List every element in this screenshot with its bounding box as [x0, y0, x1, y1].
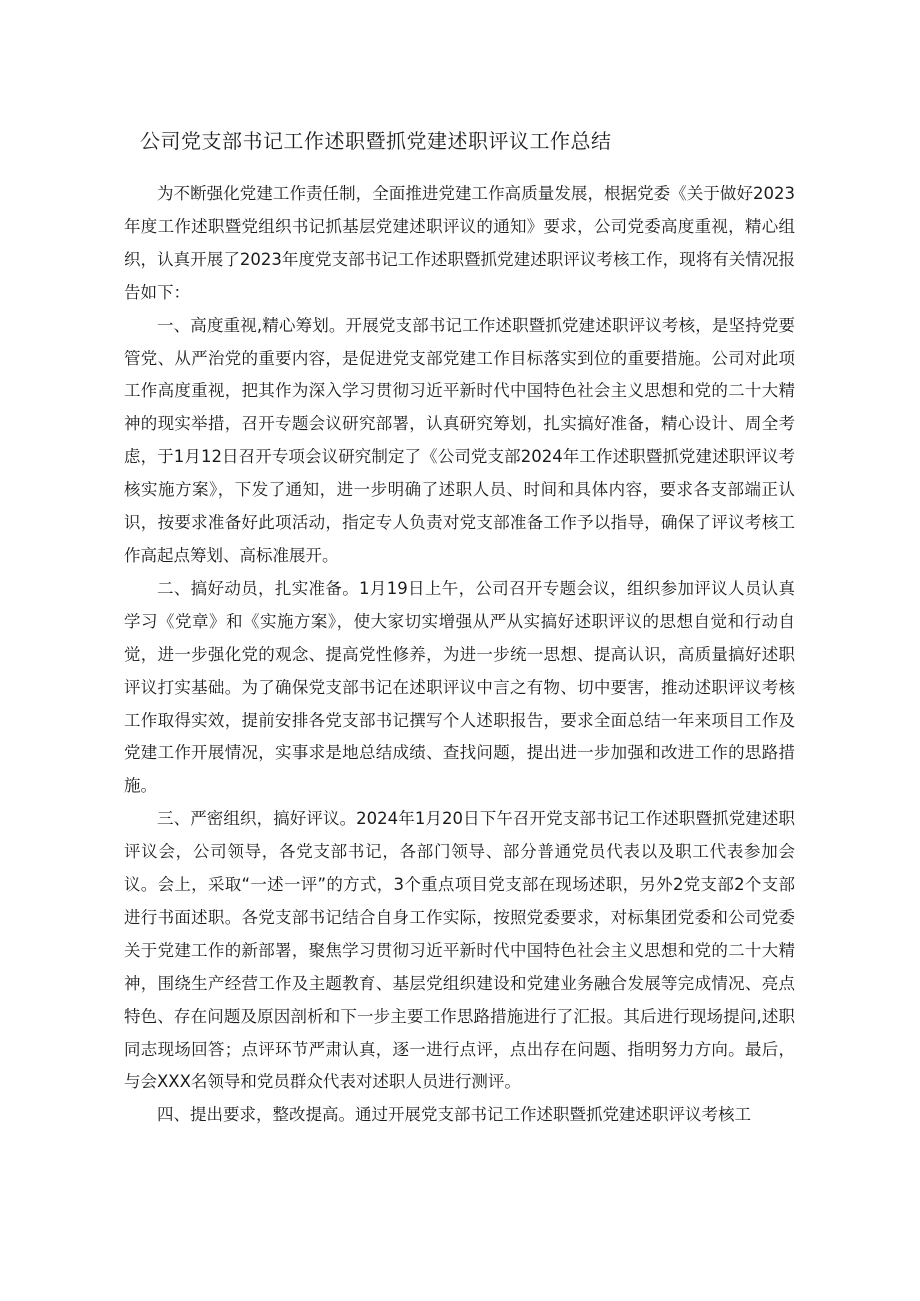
paragraph-intro: 为不断强化党建工作责任制，全面推进党建工作高质量发展，根据党委《关于做好2023年度工作述职暨党组织书记抓基层党建述职评议的通知》要求，公司党委高度重视，精心组织，认真开展了2023年度党支部书记工作述职暨抓党建述职评议考核工作，现将有关情况报告如下：	[124, 184, 795, 302]
document-title: 公司党支部书记工作述职暨抓党建述职评议工作总结	[140, 129, 612, 153]
paragraph-section-3: 三、严密组织，搞好评议。2024年1月20日下午召开党支部书记工作述职暨抓党建述职评议会，公司领导，各党支部书记，各部门领导、部分普通党员代表以及职工代表参加会议。会上，采取“一述一评”的方式，3个重点项目党支部在现场述职，另外2党支部2个支部进行书面述职。各党支部书记结合自身工作实际，按照党委要求，对标集团党委和公司党委关于党建工作的新部署，聚焦学习贯彻习近平新时代中国特色社会主义思想和党的二十大精神，围绕生产经营工作及主题教育、基层党组织建设和党建业务融合发展等完成情况、亮点特色、存在问题及原因剖析和下一步主要工作思路措施进行了汇报。其后进行现场提问,述职同志现场回答；点评环节严肃认真，逐一进行点评，点出存在问题、指明努力方向。最后，与会XXX名领导和党员群众代表对述职人员进行测评。	[124, 809, 795, 1092]
paragraph-section-1: 一、高度重视,精心筹划。开展党支部书记工作述职暨抓党建述职评议考核，是坚持党要管党、从严治党的重要内容，是促进党支部党建工作目标落实到位的重要措施。公司对此项工作高度重视，把其作为深入学习贯彻习近平新时代中国特色社会主义思想和党的二十大精神的现实举措，召开专题会议研究部署，认真研究筹划，扎实搞好准备，精心设计、周全考虑，于1月12日召开专项会议研究制定了《公司党支部2024年工作述职暨抓党建述职评议考核实施方案》，下发了通知，进一步明确了述职人员、时间和具体内容，要求各支部端正认识，按要求准备好此项活动，指定专人负责对党支部准备工作予以指导，确保了评议考核工作高起点筹划、高标准展开。	[124, 315, 795, 565]
document-body	[124, 178, 795, 1132]
paragraph-section-4: 四、提出要求，整改提高。通过开展党支部书记工作述职暨抓党建述职评议考核工	[157, 1105, 751, 1125]
paragraph-section-2: 二、搞好动员，扎实准备。1月19日上午，公司召开专题会议，组织参加评议人员认真学习《党章》和《实施方案》，使大家切实增强从严从实搞好述职评议的思想自觉和行动自觉，进一步强化党的观念、提高党性修养，为进一步统一思想、提高认识，高质量搞好述职评议打实基础。为了确保党支部书记在述职评议中言之有物、切中要害，推动述职评议考核工作取得实效，提前安排各党支部书记撰写个人述职报告，要求全面总结一年来项目工作及党建工作开展情况，实事求是地总结成绩、查找问题，提出进一步加强和改进工作的思路措施。	[124, 578, 795, 796]
